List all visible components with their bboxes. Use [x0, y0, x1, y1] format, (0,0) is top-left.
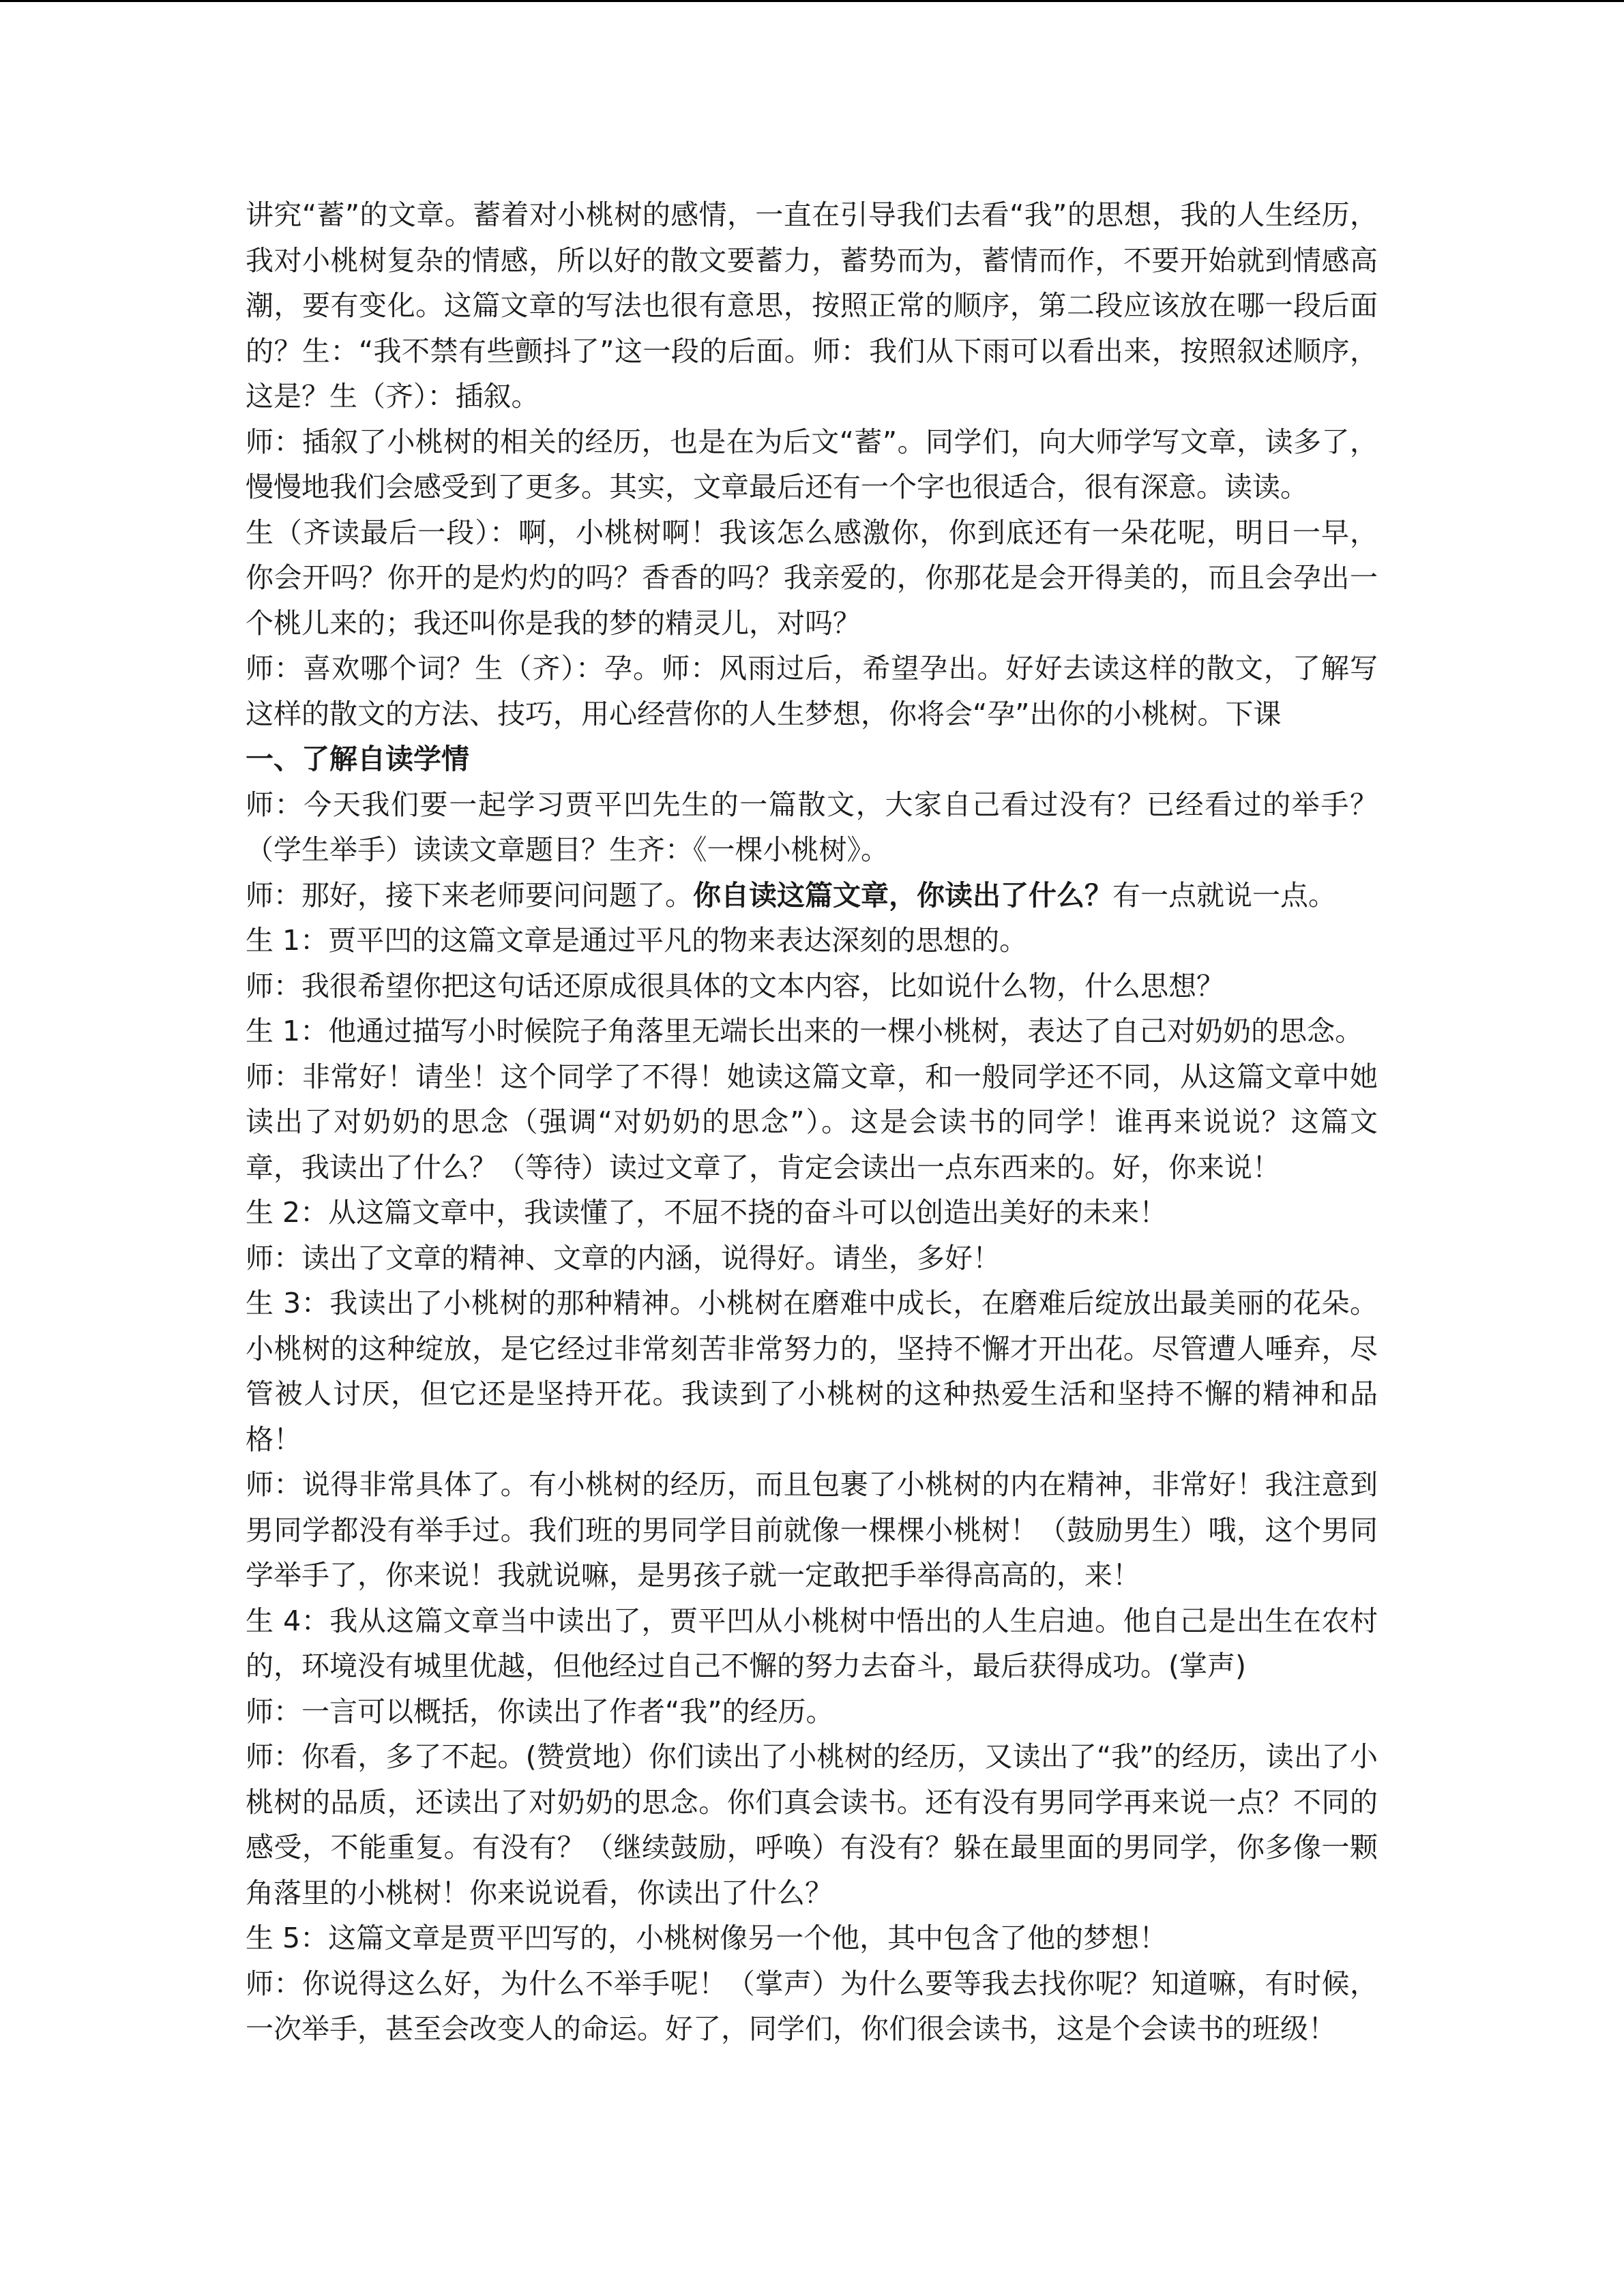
dialogue-paragraph: 师：我很希望你把这句话还原成很具体的文本内容，比如说什么物，什么思想？	[246, 969, 1224, 1002]
dialogue-paragraph: 师：非常好！请坐！这个同学了不得！她读这篇文章，和一般同学还不同，从这篇文章中她读出了对奶奶的思念（强调“对奶奶的思念”）。这是会读书的同学！谁再来说说？这篇文章，我读出了什么？（等待）读过文章了，肯定会读出一点东西来的。好，你来说！	[246, 1060, 1378, 1184]
question-tail-text: 有一点就说一点。	[1112, 878, 1336, 912]
paragraph: 生（齐读最后一段）：啊，小桃树啊！我该怎么感激你，你到底还有一朵花呢，明日一早，你会开吗？你开的是灼灼的吗？香香的吗？我亲爱的，你那花是会开得美的，而且会孕出一个桃儿来的；我还叫你是我的梦的精灵儿，对吗？	[246, 516, 1378, 640]
paragraph: 师：喜欢哪个词？生（齐）：孕。师：风雨过后，希望孕出。好好去读这样的散文，了解写这样的散文的方法、技巧，用心经营你的人生梦想，你将会“孕”出你的小桃树。下课	[246, 652, 1378, 730]
dialogue-paragraph: 生 3：我读出了小桃树的那种精神。小桃树在磨难中成长，在磨难后绽放出最美丽的花朵。小桃树的这种绽放，是它经过非常刻苦非常努力的，坚持不懈才开出花。尽管遭人唾弃，尽管被人讨厌，但它还是坚持开花。我读到了小桃树的这种热爱生活和坚持不懈的精神和品格！	[246, 1287, 1378, 1456]
section-heading: 一、了解自读学情	[246, 743, 469, 775]
dialogue-paragraph: 生 2：从这篇文章中，我读懂了，不屈不挠的奋斗可以创造出美好的未来！	[246, 1196, 1168, 1229]
document-page	[246, 192, 1378, 2052]
dialogue-paragraph: 生 5：这篇文章是贾平凹写的，小桃树像另一个他，其中包含了他的梦想！	[246, 1922, 1168, 1954]
dialogue-paragraph: 生 1：他通过描写小时候院子角落里无端长出来的一棵小桃树，表达了自己对奶奶的思念。	[246, 1015, 1363, 1047]
teacher-question-paragraph	[246, 873, 1378, 919]
question-lead-text: 师：那好，接下来老师要问问题了。	[246, 878, 693, 912]
paragraph: 讲究“蓄”的文章。蓄着对小桃树的感情，一直在引导我们去看“我”的思想，我的人生经历，我对小桃树复杂的情感，所以好的散文要蓄力，蓄势而为，蓄情而作，不要开始就到情感高潮，要有变化。这篇文章的写法也很有意思，按照正常的顺序，第二段应该放在哪一段后面的？生：“我不禁有些颤抖了”这一段的后面。师：我们从下雨可以看出来，按照叙述顺序，这是？生（齐）：插叙。	[246, 198, 1378, 413]
dialogue-paragraph: 师：说得非常具体了。有小桃树的经历，而且包裹了小桃树的内在精神，非常好！我注意到男同学都没有举手过。我们班的男同学目前就像一棵棵小桃树！（鼓励男生）哦，这个男同学举手了，你来说！我就说嘛，是男孩子就一定敢把手举得高高的，来！	[246, 1468, 1378, 1592]
dialogue-paragraph: 师：今天我们要一起学习贾平凹先生的一篇散文，大家自己看过没有？已经看过的举手？（学生举手）读读文章题目？生齐：《一棵小桃树》。	[246, 788, 1378, 866]
dialogue-paragraph: 生 1：贾平凹的这篇文章是通过平凡的物来表达深刻的思想的。	[246, 924, 1028, 957]
question-bold-text: 你自读这篇文章，你读出了什么？	[693, 878, 1112, 912]
dialogue-paragraph: 生 4：我从这篇文章当中读出了，贾平凹从小桃树中悟出的人生启迪。他自己是出生在农村的，环境没有城里优越，但他经过自己不懈的努力去奋斗，最后获得成功。(掌声)	[246, 1604, 1378, 1682]
dialogue-paragraph: 师：你说得这么好，为什么不举手呢！（掌声）为什么要等我去找你呢？知道嘛，有时候，一次举手，甚至会改变人的命运。好了，同学们，你们很会读书，这是个会读书的班级！	[246, 1967, 1378, 2045]
dialogue-paragraph: 师：一言可以概括，你读出了作者“我”的经历。	[246, 1695, 834, 1728]
paragraph: 师：插叙了小桃树的相关的经历，也是在为后文“蓄”。同学们，向大师学写文章，读多了，慢慢地我们会感受到了更多。其实，文章最后还有一个字也很适合，很有深意。读读。	[246, 425, 1378, 503]
page-top-border	[0, 0, 1624, 2]
dialogue-paragraph: 师：读出了文章的精神、文章的内涵，说得好。请坐，多好！	[246, 1241, 1001, 1274]
dialogue-paragraph: 师：你看，多了不起。(赞赏地）你们读出了小桃树的经历，又读出了“我”的经历，读出了小桃树的品质，还读出了对奶奶的思念。你们真会读书。还有没有男同学再来说一点？不同的感受，不能重复。有没有？（继续鼓励，呼唤）有没有？躲在最里面的男同学，你多像一颗角落里的小桃树！你来说说看，你读出了什么？	[246, 1740, 1378, 1909]
